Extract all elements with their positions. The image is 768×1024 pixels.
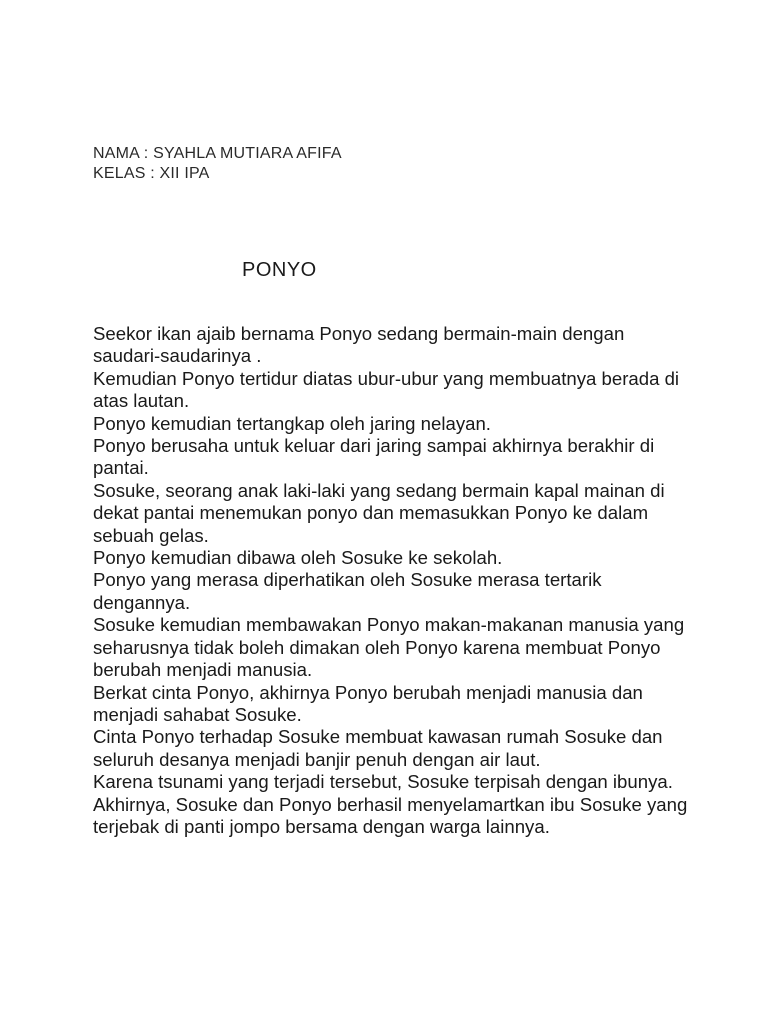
story-paragraph: Cinta Ponyo terhadap Sosuke membuat kawasan rumah Sosuke dan seluruh desanya menjadi banjir penuh dengan air laut. [93, 726, 663, 770]
story-paragraph: Ponyo kemudian tertangkap oleh jaring nelayan. [93, 412, 491, 434]
story-paragraph: Ponyo berusaha untuk keluar dari jaring sampai akhirnya berakhir di pantai. [93, 435, 655, 479]
student-info [93, 144, 342, 184]
story-paragraph: Berkat cinta Ponyo, akhirnya Ponyo berubah menjadi manusia dan menjadi sahabat Sosuke. [93, 681, 643, 725]
story-paragraph: Kemudian Ponyo tertidur diatas ubur-ubur yang membuatnya berada di atas lautan. [93, 367, 680, 412]
story-paragraph: Ponyo yang merasa diperhatikan oleh Sosuke merasa tertarik dengannya. [93, 569, 602, 613]
document-title: PONYO [242, 259, 317, 281]
story-body [93, 323, 693, 838]
story-paragraph: Seekor ikan ajaib bernama Ponyo sedang bermain-main dengan saudari-saudarinya . [93, 323, 625, 367]
story-paragraph: Sosuke, seorang anak laki-laki yang sedang bermain kapal mainan di dekat pantai menemukan ponyo dan memasukkan Ponyo ke dalam sebuah gelas. [93, 479, 665, 546]
story-paragraph: Sosuke kemudian membawakan Ponyo makan-makanan manusia yang seharusnya tidak boleh dimakan oleh Ponyo karena membuat Ponyo berubah menjadi manusia. [93, 614, 685, 681]
student-class: KELAS : XII IPA [93, 165, 210, 182]
story-paragraph: Akhirnya, Sosuke dan Ponyo berhasil menyelamartkan ibu Sosuke yang terjebak di panti jompo bersama dengan warga lainnya. [93, 793, 688, 837]
story-paragraph: Karena tsunami yang terjadi tersebut, Sosuke terpisah dengan ibunya. [93, 771, 673, 793]
student-name: NAMA : SYAHLA MUTIARA AFIFA [93, 145, 342, 162]
story-paragraph: Ponyo kemudian dibawa oleh Sosuke ke sekolah. [93, 547, 503, 569]
